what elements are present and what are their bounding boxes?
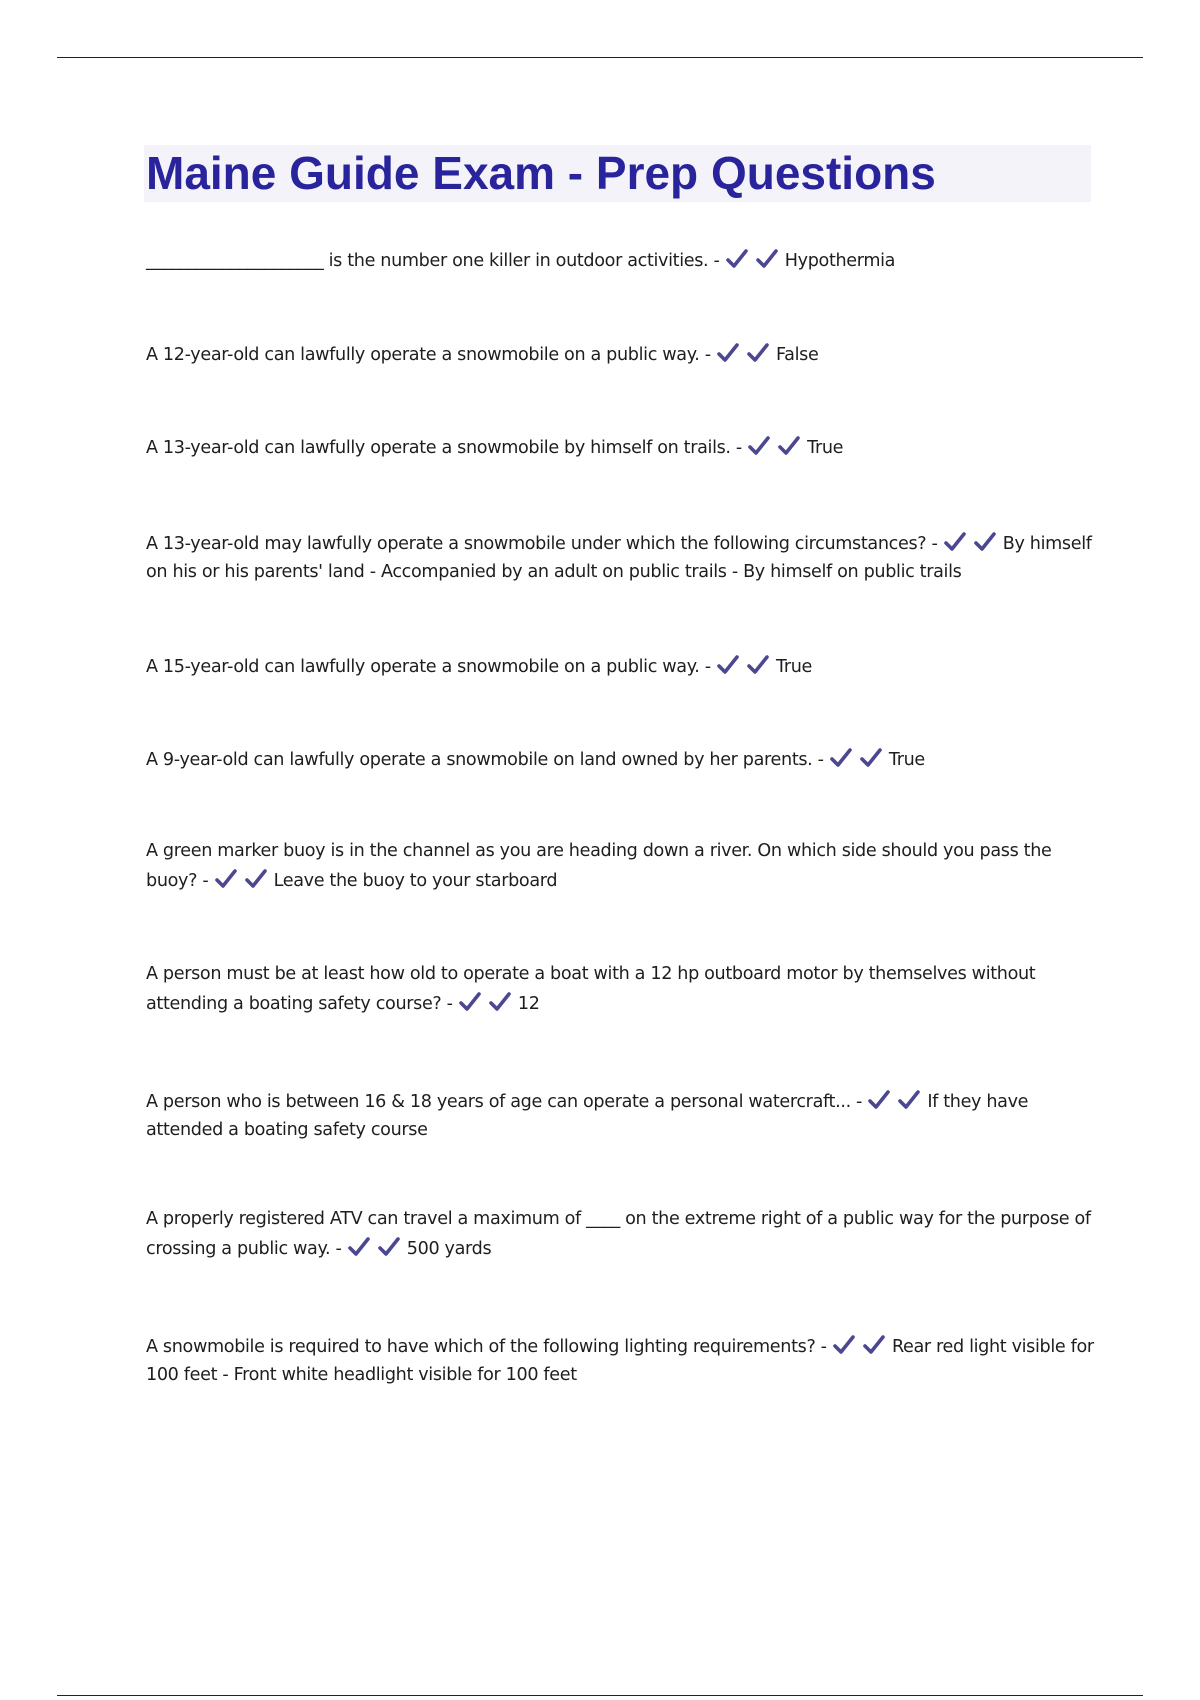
check-icon bbox=[377, 1236, 401, 1258]
check-icon bbox=[746, 342, 770, 364]
check-icon bbox=[777, 435, 801, 457]
check-icon bbox=[458, 991, 482, 1013]
answer-text: True bbox=[776, 657, 812, 677]
question-text: _____________________ is the number one killer in outdoor activities. - bbox=[146, 251, 720, 271]
qa-item bbox=[146, 433, 1096, 463]
qa-item bbox=[146, 1088, 1096, 1144]
qa-item bbox=[146, 745, 1096, 775]
question-text: A 13-year-old can lawfully operate a snowmobile by himself on trails. - bbox=[146, 438, 742, 458]
qa-item bbox=[146, 246, 1096, 276]
check-icon bbox=[725, 248, 749, 270]
check-icon bbox=[829, 747, 853, 769]
qa-item bbox=[146, 1333, 1096, 1389]
page-title: Maine Guide Exam - Prep Questions bbox=[146, 147, 936, 199]
answer-text: False bbox=[776, 345, 819, 365]
question-text: A 13-year-old may lawfully operate a snowmobile under which the following circumstances? - bbox=[146, 534, 938, 554]
answer-text: Leave the buoy to your starboard bbox=[273, 871, 558, 891]
answer-text: Rear red light visible for 100 feet - Front white headlight visible for 100 feet bbox=[146, 1337, 1094, 1385]
bottom-rule bbox=[57, 1695, 1143, 1696]
qa-item bbox=[146, 959, 1096, 1019]
answer-text: True bbox=[888, 750, 925, 770]
top-rule bbox=[57, 57, 1143, 58]
check-icon bbox=[897, 1089, 921, 1111]
check-icon bbox=[747, 435, 771, 457]
answer-text: By himself on his or his parents' land - Accompanied by an adult on public trails - By himself on public trails bbox=[146, 534, 1092, 582]
check-icon bbox=[943, 531, 967, 553]
qa-item bbox=[146, 340, 1096, 370]
check-icon bbox=[716, 654, 740, 676]
check-icon bbox=[862, 1334, 886, 1356]
question-text: A 9-year-old can lawfully operate a snowmobile on land owned by her parents. - bbox=[146, 750, 824, 770]
check-icon bbox=[488, 991, 512, 1013]
question-text: A 15-year-old can lawfully operate a snowmobile on a public way. - bbox=[146, 657, 711, 677]
check-icon bbox=[859, 747, 883, 769]
answer-text: True bbox=[807, 438, 844, 458]
question-text: A person who is between 16 & 18 years of age can operate a personal watercraft... - bbox=[146, 1092, 863, 1112]
question-text: A snowmobile is required to have which of the following lighting requirements? - bbox=[146, 1337, 827, 1357]
answer-text: If they have attended a boating safety course bbox=[146, 1092, 1029, 1140]
check-icon bbox=[746, 654, 770, 676]
check-icon bbox=[244, 868, 268, 890]
check-icon bbox=[214, 868, 238, 890]
check-icon bbox=[755, 248, 779, 270]
check-icon bbox=[973, 531, 997, 553]
question-text: A properly registered ATV can travel a maximum of ____ on the extreme right of a public way for the purpose of crossing a public way. - bbox=[146, 1209, 1091, 1259]
qa-item bbox=[146, 652, 1096, 682]
check-icon bbox=[867, 1089, 891, 1111]
check-icon bbox=[347, 1236, 371, 1258]
qa-item bbox=[146, 1204, 1096, 1264]
question-text: A person must be at least how old to operate a boat with a 12 hp outboard motor by themselves without attending a boating safety course? - bbox=[146, 964, 1036, 1014]
question-text: A 12-year-old can lawfully operate a snowmobile on a public way. - bbox=[146, 345, 711, 365]
question-text: A green marker buoy is in the channel as you are heading down a river. On which side should you pass the buoy? - bbox=[146, 841, 1052, 891]
qa-item bbox=[146, 530, 1096, 586]
answer-text: Hypothermia bbox=[784, 251, 896, 271]
check-icon bbox=[832, 1334, 856, 1356]
check-icon bbox=[716, 342, 740, 364]
qa-item bbox=[146, 836, 1096, 896]
answer-text: 500 yards bbox=[406, 1239, 492, 1259]
answer-text: 12 bbox=[517, 994, 540, 1014]
